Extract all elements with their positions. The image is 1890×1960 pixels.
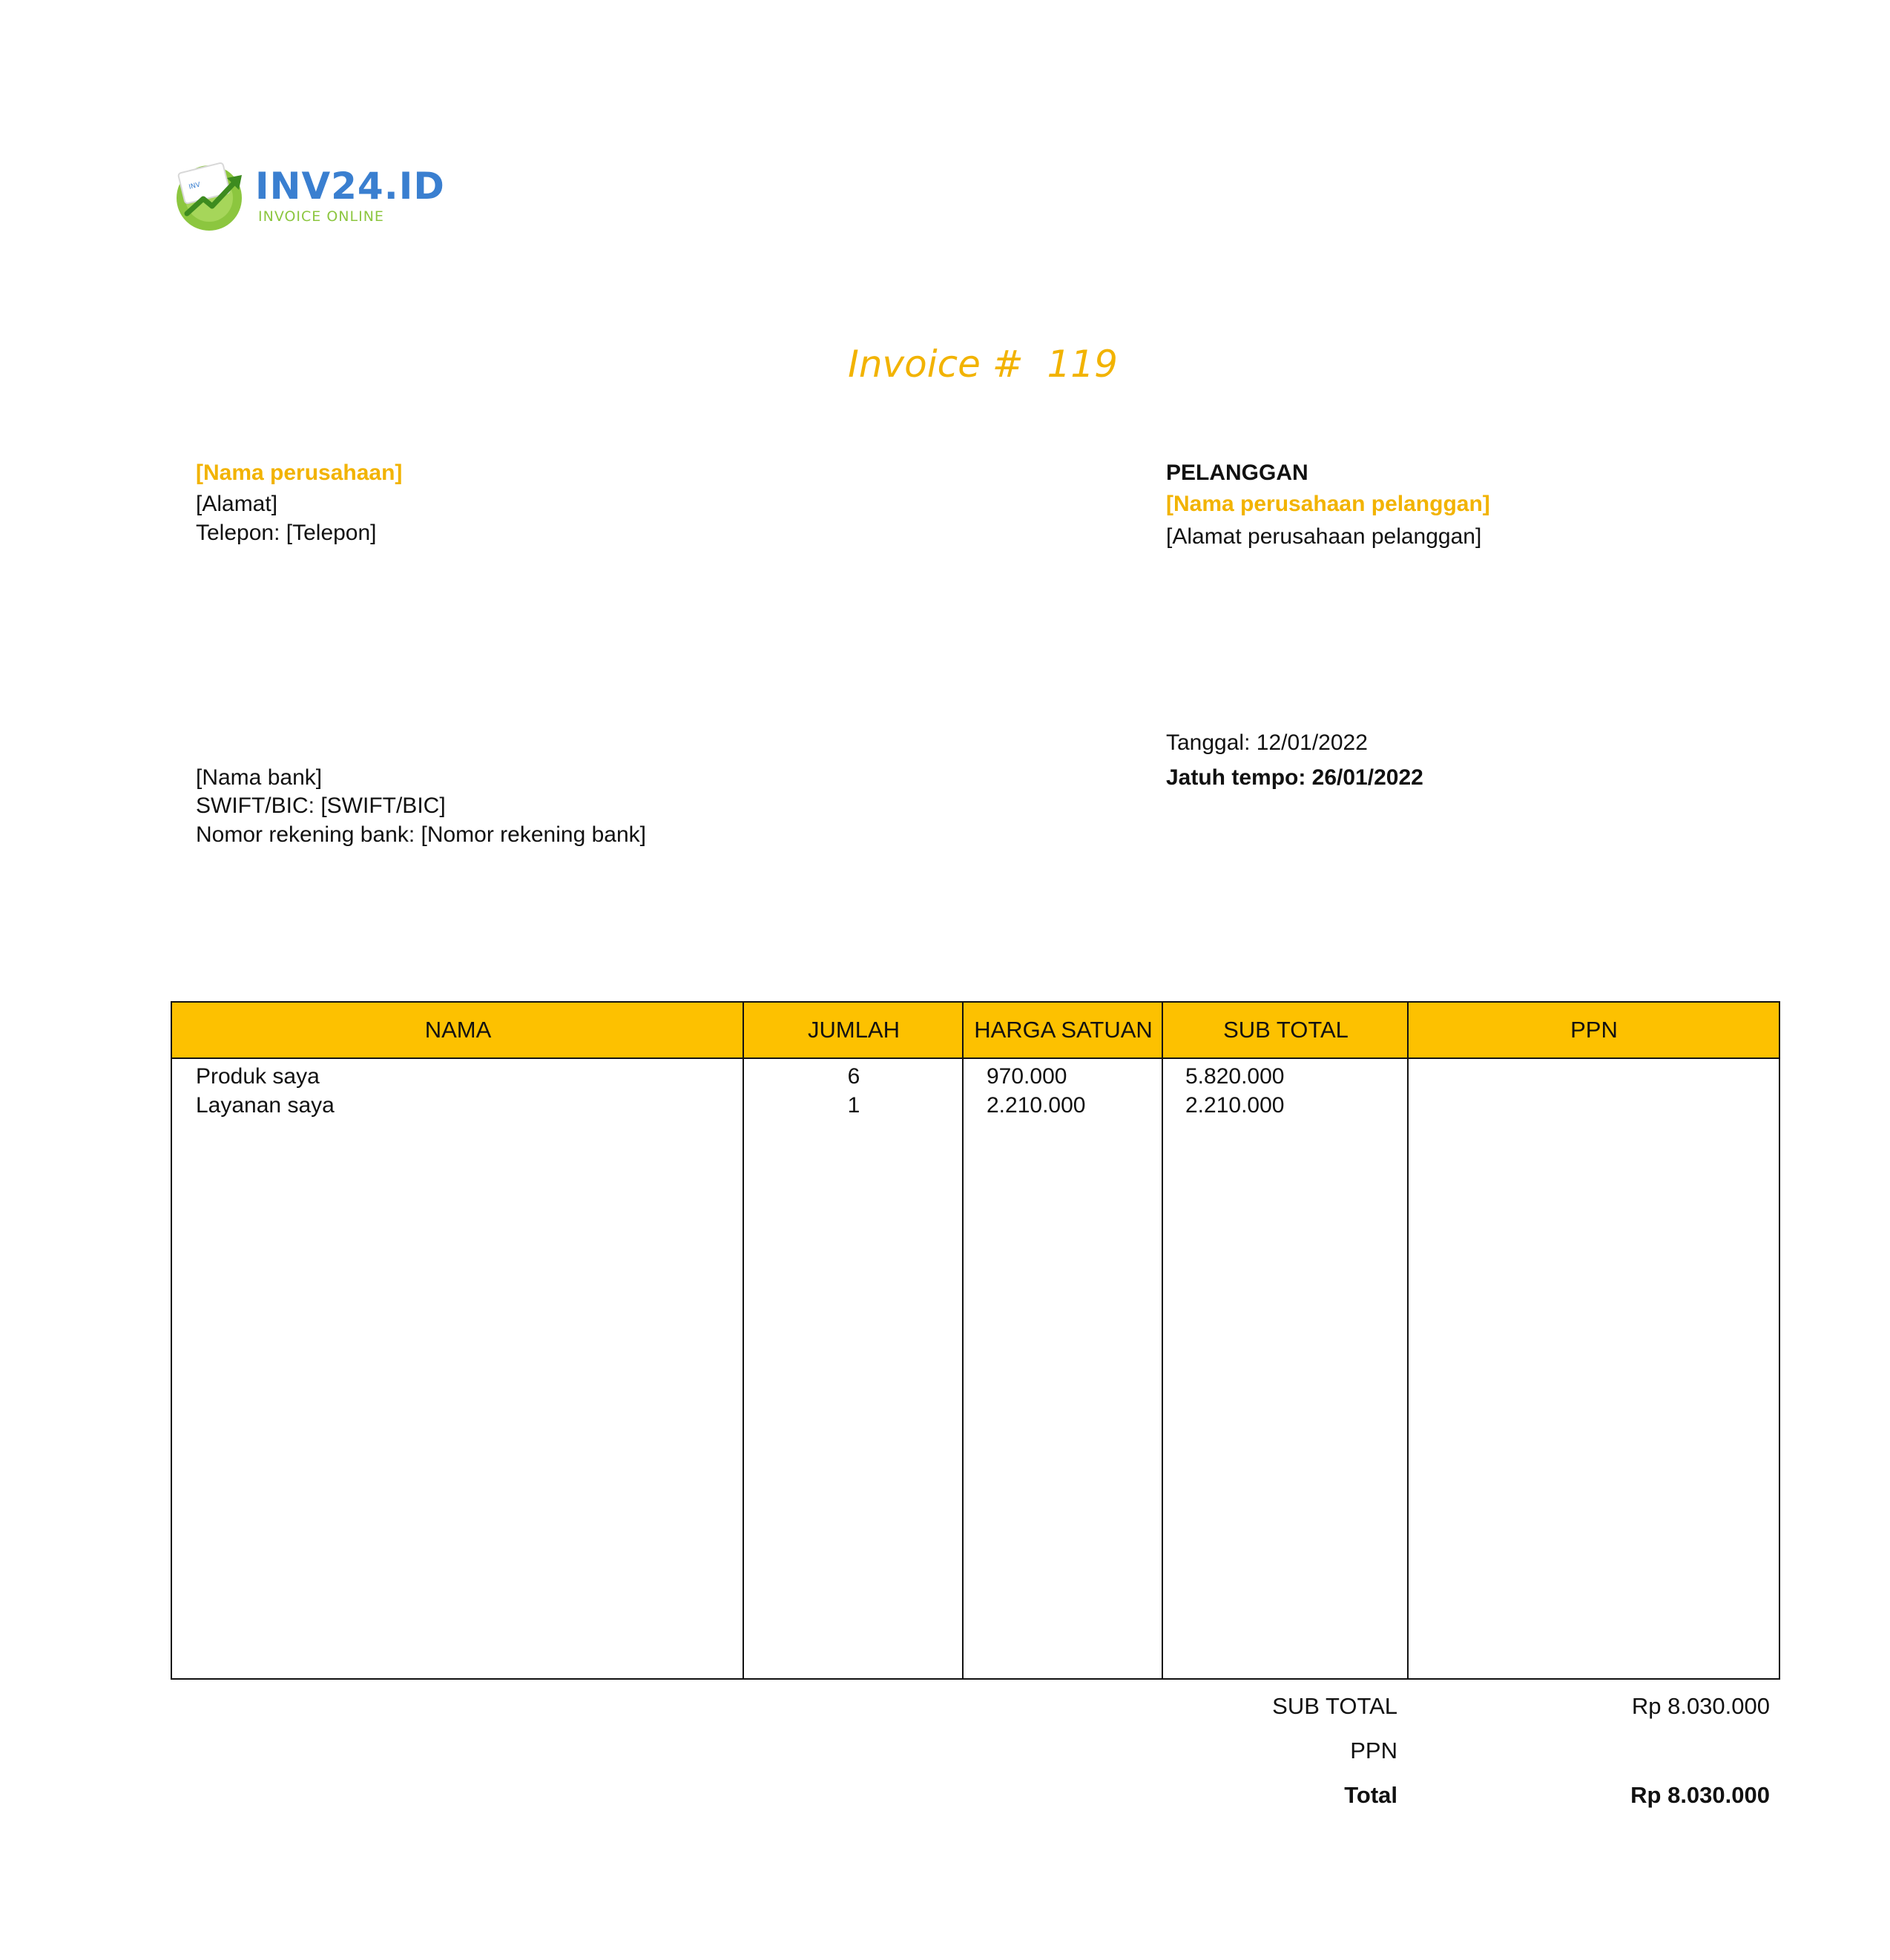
logo-badge-icon bbox=[172, 157, 254, 231]
company-phone: Telepon: [Telepon] bbox=[196, 521, 377, 545]
summary-total-value: Rp 8.030.000 bbox=[1630, 1782, 1770, 1808]
table-header bbox=[172, 1003, 1779, 1059]
company-address: [Alamat] bbox=[196, 492, 278, 516]
bank-swift: SWIFT/BIC: [SWIFT/BIC] bbox=[196, 793, 446, 818]
header-jumlah: JUMLAH bbox=[807, 1017, 900, 1043]
row-name: Produk saya bbox=[196, 1064, 320, 1089]
row-qty: 6 bbox=[847, 1064, 860, 1089]
invoice-due-date: Jatuh tempo: 26/01/2022 bbox=[1166, 765, 1423, 790]
customer-name: [Nama perusahaan pelanggan] bbox=[1166, 492, 1490, 516]
summary-subtotal-label: SUB TOTAL bbox=[1272, 1693, 1397, 1719]
row-subtotal: 2.210.000 bbox=[1185, 1093, 1285, 1118]
row-name: Layanan saya bbox=[196, 1093, 335, 1118]
customer-heading: PELANGGAN bbox=[1166, 461, 1308, 485]
svg-text:INV: INV bbox=[188, 181, 202, 191]
summary-ppn-label: PPN bbox=[1350, 1738, 1397, 1763]
row-subtotal: 5.820.000 bbox=[1185, 1064, 1285, 1089]
invoice-number: 119 bbox=[1047, 343, 1118, 386]
column-divider bbox=[1162, 1003, 1163, 1678]
invoice-title-prefix: Invoice # bbox=[848, 343, 1024, 386]
summary-subtotal-value: Rp 8.030.000 bbox=[1631, 1693, 1770, 1719]
logo-wordmark: INV24.ID bbox=[255, 165, 445, 208]
header-harga-satuan: HARGA SATUAN bbox=[974, 1017, 1153, 1043]
row-price: 2.210.000 bbox=[987, 1093, 1086, 1118]
header-ppn: PPN bbox=[1570, 1017, 1618, 1043]
items-table bbox=[171, 1001, 1780, 1680]
company-name: [Nama perusahaan] bbox=[196, 461, 403, 485]
logo-tagline: INVOICE ONLINE bbox=[258, 208, 384, 225]
bank-name: [Nama bank] bbox=[196, 765, 323, 790]
summary-total-label: Total bbox=[1344, 1782, 1397, 1808]
row-price: 970.000 bbox=[987, 1064, 1067, 1089]
column-divider bbox=[1407, 1003, 1409, 1678]
row-qty: 1 bbox=[847, 1093, 860, 1118]
header-nama: NAMA bbox=[424, 1017, 492, 1043]
bank-account: Nomor rekening bank: [Nomor rekening bank] bbox=[196, 822, 646, 847]
invoice-title bbox=[0, 343, 1890, 386]
header-sub-total: SUB TOTAL bbox=[1223, 1017, 1349, 1043]
customer-address: [Alamat perusahaan pelanggan] bbox=[1166, 524, 1482, 549]
invoice-date: Tanggal: 12/01/2022 bbox=[1166, 730, 1368, 755]
company-logo bbox=[172, 157, 445, 239]
